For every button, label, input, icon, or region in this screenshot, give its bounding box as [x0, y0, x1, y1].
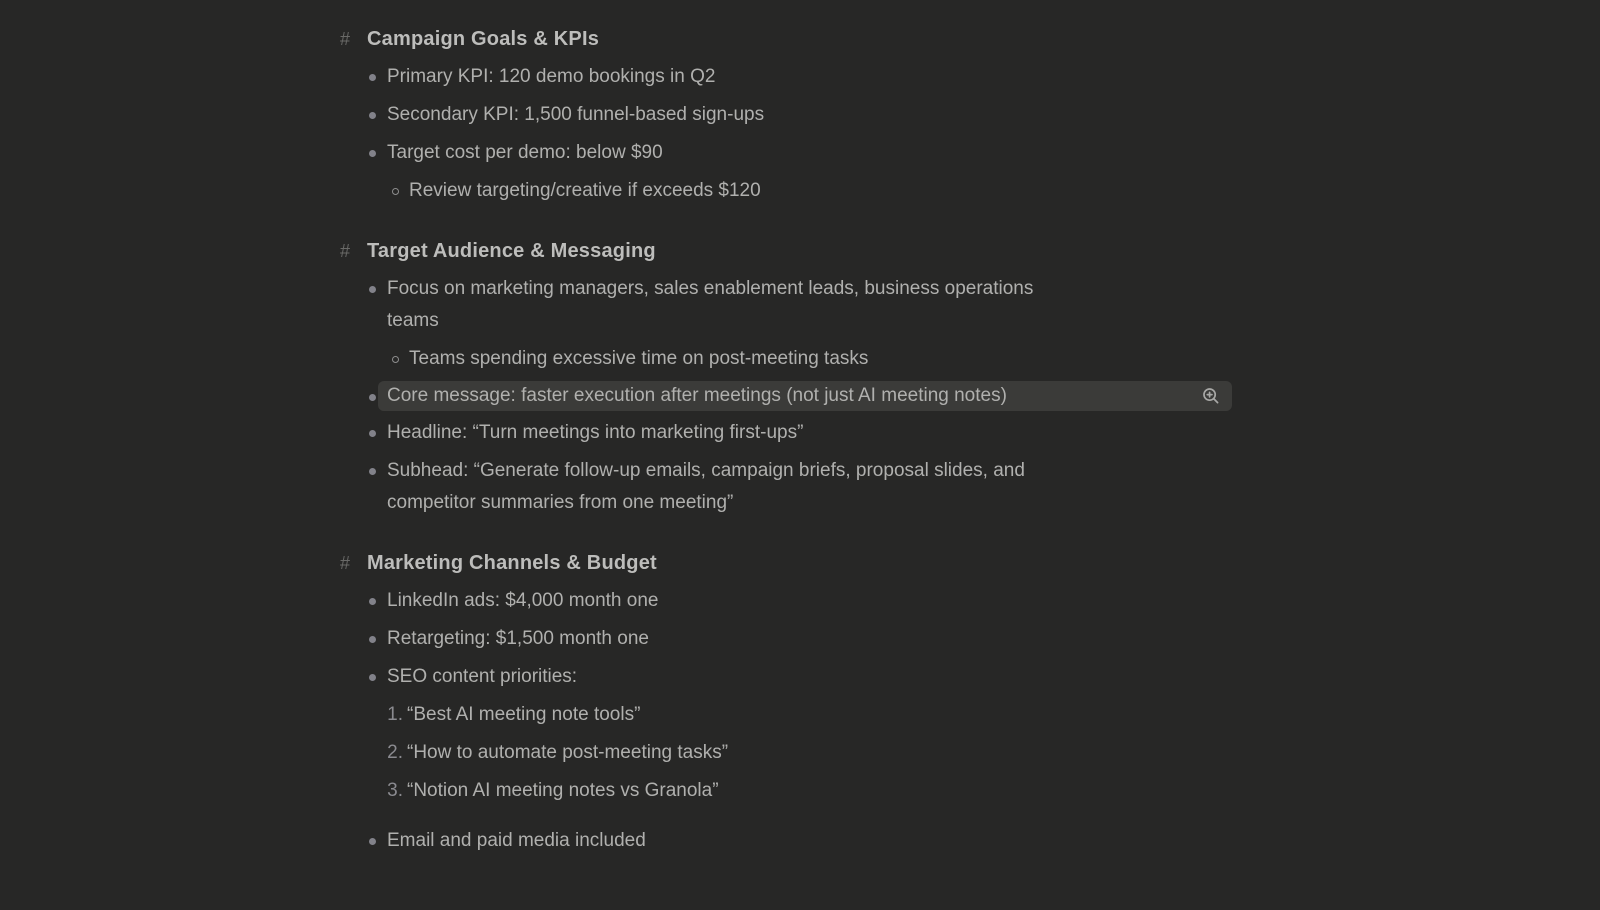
list-number: 3.	[387, 780, 403, 801]
list-number: 1.	[387, 704, 403, 725]
bullet-text: Focus on marketing managers, sales enablement leads, business operations teams	[387, 278, 1034, 331]
section-heading[interactable]	[340, 235, 1260, 267]
section-target-audience	[340, 235, 1260, 519]
numbered-text: “Notion AI meeting notes vs Granola”	[407, 780, 719, 801]
highlighted-text: Core message: faster execution after meetings (not just AI meeting notes)	[387, 385, 1007, 406]
section-heading[interactable]	[340, 23, 1260, 55]
numbered-text: “Best AI meeting note tools”	[407, 704, 641, 725]
sub-bullet-marker	[392, 188, 399, 195]
bullet-marker	[369, 674, 376, 681]
highlighted-bullet-item[interactable]	[340, 381, 1260, 411]
section-marketing-channels	[340, 547, 1260, 857]
zoom-in-icon[interactable]	[1201, 386, 1221, 406]
bullet-item[interactable]	[340, 417, 1260, 449]
bullet-text: SEO content priorities:	[387, 666, 578, 687]
bullet-item[interactable]	[340, 661, 1260, 693]
bullet-text: Retargeting: $1,500 month one	[387, 628, 649, 649]
bullet-marker	[369, 636, 376, 643]
bullet-text: LinkedIn ads: $4,000 month one	[387, 590, 659, 611]
bullet-text: Headline: “Turn meetings into marketing first-ups”	[387, 422, 804, 443]
bullet-marker	[369, 150, 376, 157]
bullet-item[interactable]	[340, 455, 1062, 519]
bullet-text: Subhead: “Generate follow-up emails, campaign briefs, proposal slides, and competitor summaries from one meeting”	[387, 460, 1025, 513]
bullet-item[interactable]	[340, 825, 1260, 857]
bullet-text: Target cost per demo: below $90	[387, 142, 663, 163]
heading-text: Marketing Channels & Budget	[367, 552, 657, 574]
bullet-item[interactable]	[340, 273, 1062, 337]
bullet-marker	[369, 286, 376, 293]
bullet-marker	[369, 74, 376, 81]
bullet-marker	[369, 430, 376, 437]
list-number: 2.	[387, 742, 403, 763]
section-campaign-goals	[340, 23, 1260, 207]
bullet-marker	[369, 838, 376, 845]
numbered-item[interactable]	[340, 737, 1260, 769]
sub-bullet-item[interactable]	[340, 175, 1260, 207]
sub-bullet-item[interactable]	[340, 343, 1260, 375]
bullet-marker	[369, 468, 376, 475]
section-heading[interactable]	[340, 547, 1260, 579]
bullet-item[interactable]	[340, 61, 1260, 93]
bullet-marker	[369, 598, 376, 605]
numbered-text: “How to automate post-meeting tasks”	[407, 742, 729, 763]
numbered-item[interactable]	[340, 775, 1260, 807]
heading-hash-marker: #	[340, 241, 351, 261]
bullet-item[interactable]	[340, 585, 1260, 617]
sub-bullet-text: Teams spending excessive time on post-meeting tasks	[409, 348, 869, 369]
heading-hash-marker: #	[340, 553, 351, 573]
bullet-text: Secondary KPI: 1,500 funnel-based sign-ups	[387, 104, 765, 125]
bullet-text: Email and paid media included	[387, 830, 646, 851]
sub-bullet-marker	[392, 356, 399, 363]
bullet-item[interactable]	[340, 99, 1260, 131]
highlight-box[interactable]	[378, 381, 1232, 411]
bullet-marker	[369, 394, 376, 401]
numbered-item[interactable]	[340, 699, 1260, 731]
bullet-marker	[369, 112, 376, 119]
heading-text: Campaign Goals & KPIs	[367, 28, 600, 50]
sub-bullet-text: Review targeting/creative if exceeds $120	[409, 180, 761, 201]
heading-hash-marker: #	[340, 29, 351, 49]
bullet-item[interactable]	[340, 623, 1260, 655]
bullet-item[interactable]	[340, 137, 1260, 169]
heading-text: Target Audience & Messaging	[367, 240, 656, 262]
bullet-text: Primary KPI: 120 demo bookings in Q2	[387, 66, 716, 87]
